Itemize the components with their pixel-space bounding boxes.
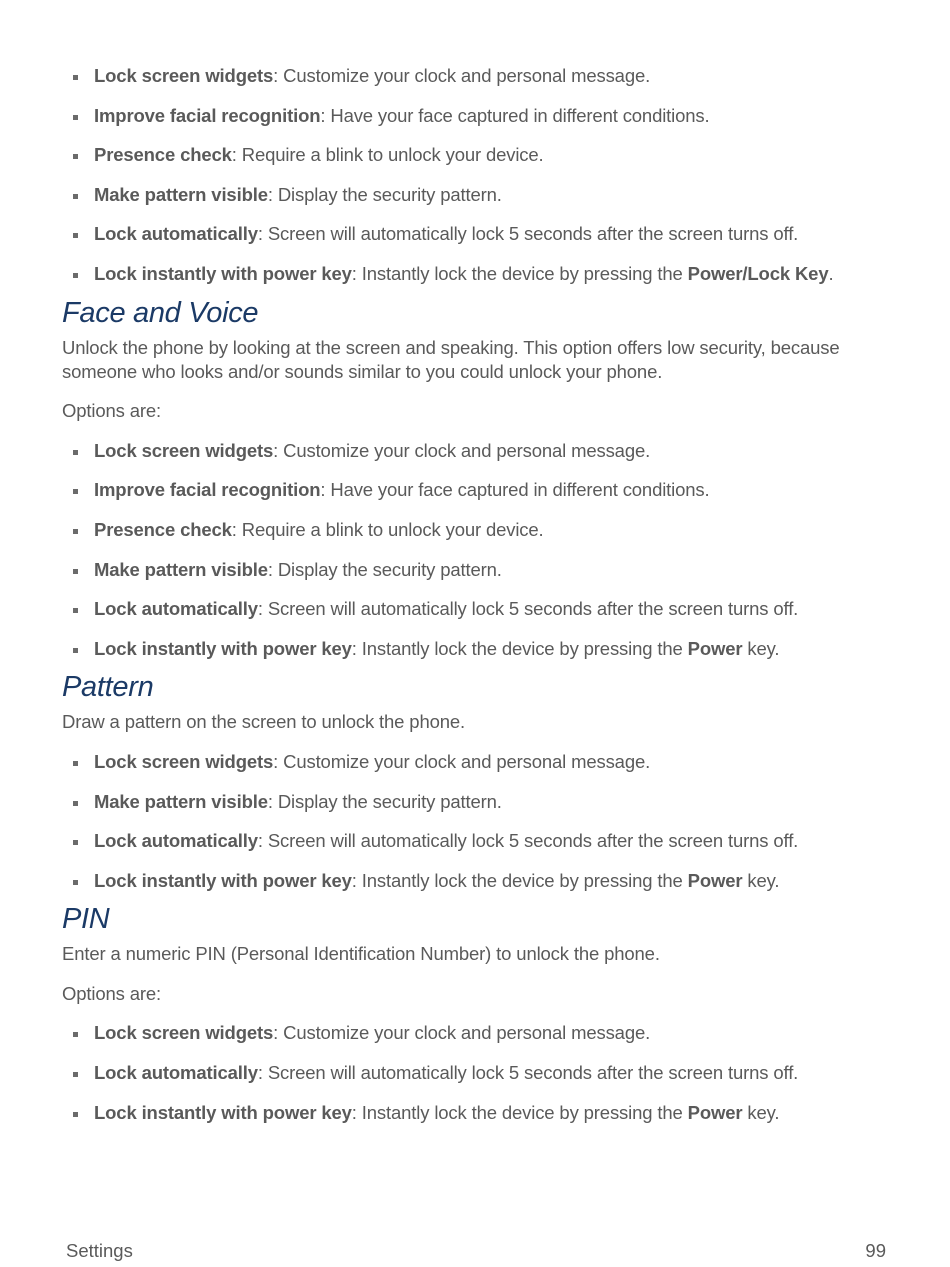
option-term: Lock screen widgets [94,439,274,461]
list-item [62,597,892,621]
bullet-square-icon [73,608,78,613]
option-term: Lock screen widgets [94,1022,274,1044]
bullet-square-icon [73,761,78,766]
list-item [62,1061,892,1085]
footer-section-name: Settings [66,1240,133,1261]
bullet-square-icon [73,75,78,80]
list-item [62,478,892,502]
intro-option-list [62,64,892,286]
bullet-square-icon [73,1072,78,1077]
section-heading-pin: PIN [62,903,110,936]
list-item [62,104,892,128]
option-text-tail: key. [742,869,780,891]
bullet-square-icon [73,233,78,238]
option-text: : Customize your clock and personal message. [273,750,651,772]
option-term: Lock screen widgets [94,65,274,86]
bullet-square-icon [73,880,78,885]
list-item [62,222,892,246]
list-item [62,518,892,542]
pattern-option-list [62,750,892,893]
option-term: Lock automatically [94,223,258,245]
option-term: Presence check [94,144,232,166]
list-item [62,637,892,661]
option-text: : Have your face captured in different conditions. [320,104,710,126]
option-term: Make pattern visible [94,183,268,205]
list-item [62,262,892,286]
bullet-square-icon [73,1112,78,1117]
list-item [62,1021,892,1045]
bullet-square-icon [73,489,78,494]
option-term: Lock automatically [94,830,258,852]
list-item [62,790,892,814]
option-term: Lock automatically [94,1062,258,1084]
option-text: : Customize your clock and personal message. [273,65,651,86]
section-heading-face-voice: Face and Voice [62,296,259,329]
bullet-square-icon [73,194,78,199]
bullet-square-icon [73,801,78,806]
page-content [62,64,892,1140]
list-item [62,143,892,167]
option-term: Improve facial recognition [94,479,321,501]
bullet-square-icon [73,1032,78,1037]
option-text: : Display the security pattern. [267,790,502,812]
option-text: : Have your face captured in different conditions. [320,479,710,501]
list-item [62,869,892,893]
footer-page-number: 99 [865,1240,886,1261]
section-description: Draw a pattern on the screen to unlock the phone. [62,711,465,733]
option-text: : Instantly lock the device by pressing the [351,637,688,659]
option-text: : Require a blink to unlock your device. [231,144,544,166]
option-term: Lock automatically [94,598,258,620]
option-text: : Screen will automatically lock 5 seconds after the screen turns off. [257,598,799,620]
list-item [62,439,892,463]
option-term: Lock instantly with power key [94,869,352,891]
bullet-square-icon [73,648,78,653]
bullet-square-icon [73,569,78,574]
option-term: Make pattern visible [94,558,268,580]
section-description: Enter a numeric PIN (Personal Identification Number) to unlock the phone. [62,943,660,965]
option-text: : Display the security pattern. [267,183,502,205]
key-name: Power/Lock Key [687,262,829,284]
face-voice-option-list [62,439,892,661]
option-text: : Require a blink to unlock your device. [231,518,544,540]
option-term: Make pattern visible [94,790,268,812]
option-text: : Instantly lock the device by pressing the [351,1101,688,1123]
pin-option-list [62,1021,892,1124]
option-text: : Screen will automatically lock 5 seconds after the screen turns off. [257,830,799,852]
options-label: Options are: [62,400,161,422]
key-name: Power [687,637,743,659]
bullet-square-icon [73,273,78,278]
list-item [62,750,892,774]
option-text-tail: key. [742,1101,780,1123]
list-item [62,558,892,582]
option-text: : Display the security pattern. [267,558,502,580]
list-item [62,64,892,88]
option-text: : Screen will automatically lock 5 seconds after the screen turns off. [257,1062,799,1084]
option-term: Improve facial recognition [94,104,321,126]
key-name: Power [687,1101,743,1123]
bullet-square-icon [73,115,78,120]
list-item [62,829,892,853]
option-term: Lock instantly with power key [94,262,352,284]
options-label: Options are: [62,982,161,1004]
option-text-tail: . [828,262,834,284]
option-term: Presence check [94,518,232,540]
bullet-square-icon [73,154,78,159]
list-item [62,1101,892,1125]
section-heading-pattern: Pattern [62,671,154,704]
bullet-square-icon [73,529,78,534]
option-text: : Customize your clock and personal message. [273,1022,651,1044]
bullet-square-icon [73,840,78,845]
option-text: : Instantly lock the device by pressing the [351,869,688,891]
option-text: : Customize your clock and personal message. [273,439,651,461]
section-description: Unlock the phone by looking at the screen and speaking. This option offers low security, because someone who looks and/or sounds similar to you could unlock your phone. [62,336,840,382]
option-term: Lock instantly with power key [94,1101,352,1123]
option-term: Lock instantly with power key [94,637,352,659]
key-name: Power [687,869,743,891]
option-term: Lock screen widgets [94,750,274,772]
list-item [62,183,892,207]
option-text: : Instantly lock the device by pressing the [351,262,688,284]
option-text: : Screen will automatically lock 5 seconds after the screen turns off. [257,223,799,245]
option-text-tail: key. [742,637,780,659]
bullet-square-icon [73,450,78,455]
